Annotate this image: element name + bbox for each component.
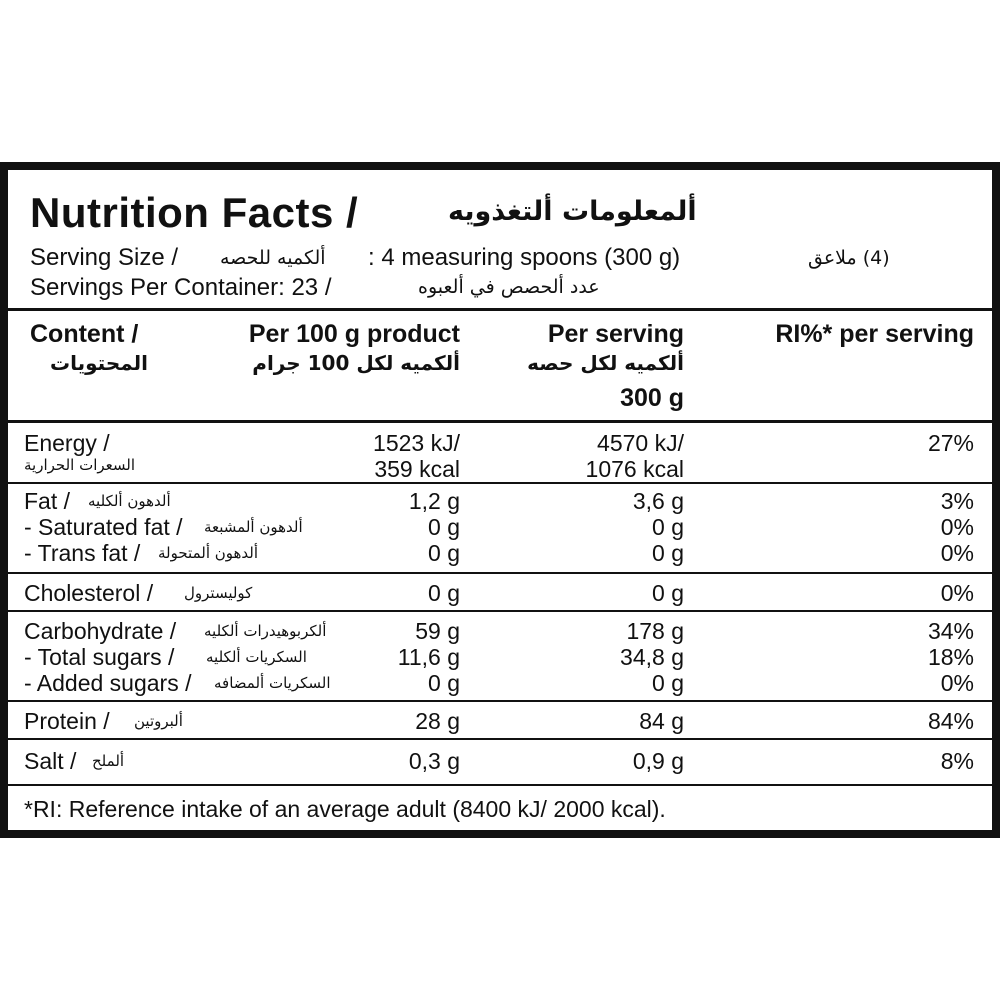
header-rule bbox=[8, 308, 992, 311]
row-energy-serving-kj: 4570 kJ/ bbox=[597, 430, 684, 456]
nutrition-label bbox=[0, 162, 1000, 838]
row-cholesterol-ri: 0% bbox=[940, 580, 974, 606]
footnote-rule bbox=[8, 784, 992, 786]
row-protein-label: Protein / bbox=[24, 708, 110, 734]
row-carbohydrate-per100: 59 g bbox=[415, 618, 460, 644]
row-trans-fat-per100: 0 g bbox=[428, 540, 460, 566]
header-content: Content / bbox=[30, 320, 139, 348]
row-total-sugars-label: - Total sugars / bbox=[24, 644, 175, 670]
serving-size-arabic: ألكميه للحصه bbox=[220, 247, 326, 269]
row-cholesterol-label: Cholesterol / bbox=[24, 580, 154, 606]
row-carbohydrate-ri: 34% bbox=[927, 618, 974, 644]
row-divider bbox=[8, 700, 992, 702]
row-divider bbox=[8, 738, 992, 740]
row-trans-fat-arabic: ألدهون ألمتحولة bbox=[158, 544, 259, 562]
row-energy-arabic: السعرات الحرارية bbox=[24, 456, 136, 474]
row-carbohydrate-arabic: ألكربوهيدرات ألكليه bbox=[204, 622, 327, 640]
header-per-serving: Per serving bbox=[547, 320, 684, 348]
serving-size-value: : 4 measuring spoons (300 g) bbox=[368, 244, 681, 271]
serving-size-arabic-value: (4) ملاعق bbox=[808, 247, 890, 269]
row-added-sugars-serving: 0 g bbox=[652, 670, 684, 696]
row-cholesterol-per100: 0 g bbox=[428, 580, 460, 606]
row-fat-arabic: ألدهون ألكليه bbox=[88, 492, 171, 510]
row-added-sugars-arabic: السكريات ألمضافه bbox=[214, 674, 331, 692]
row-energy-ri: 27% bbox=[927, 430, 974, 456]
row-added-sugars-label: - Added sugars / bbox=[24, 670, 192, 696]
header-per-100g: Per 100 g product bbox=[248, 320, 460, 348]
servings-per-container-label: Servings Per Container: 23 / bbox=[30, 274, 332, 301]
row-divider bbox=[8, 572, 992, 574]
header-per-serving-arabic: ألكميه لكل حصه bbox=[527, 351, 684, 375]
row-energy-label: Energy / bbox=[24, 430, 110, 456]
row-protein-serving: 84 g bbox=[639, 708, 684, 734]
row-salt-label: Salt / bbox=[24, 748, 77, 774]
row-added-sugars-ri: 0% bbox=[940, 670, 974, 696]
row-total-sugars-per100: 11,6 g bbox=[397, 644, 460, 670]
row-salt-serving: 0,9 g bbox=[632, 748, 684, 774]
row-trans-fat-serving: 0 g bbox=[652, 540, 684, 566]
header-per-serving-amount: 300 g bbox=[620, 384, 684, 412]
row-protein-per100: 28 g bbox=[415, 708, 460, 734]
row-carbohydrate-label: Carbohydrate / bbox=[24, 618, 177, 644]
row-energy-serving-kcal: 1076 kcal bbox=[585, 456, 684, 482]
row-fat-label: Fat / bbox=[24, 488, 71, 514]
row-saturated-fat-serving: 0 g bbox=[652, 514, 684, 540]
servings-per-container-arabic: عدد ألحصص في ألعبوه bbox=[418, 276, 600, 298]
row-protein-arabic: ألبروتين bbox=[134, 712, 183, 730]
row-saturated-fat-arabic: ألدهون ألمشبعة bbox=[204, 518, 303, 536]
row-divider bbox=[8, 482, 992, 484]
title-english: Nutrition Facts / bbox=[30, 189, 359, 236]
title-arabic: ألمعلومات ألتغذويه bbox=[448, 196, 697, 227]
row-fat-ri: 3% bbox=[940, 488, 974, 514]
row-total-sugars-ri: 18% bbox=[927, 644, 974, 670]
row-carbohydrate-serving: 178 g bbox=[626, 618, 684, 644]
header-ri: RI%* per serving bbox=[775, 320, 974, 348]
row-cholesterol-arabic: كوليسترول bbox=[184, 584, 253, 602]
row-fat-per100: 1,2 g bbox=[408, 488, 460, 514]
row-salt-ri: 8% bbox=[940, 748, 974, 774]
row-divider bbox=[8, 610, 992, 612]
row-cholesterol-serving: 0 g bbox=[652, 580, 684, 606]
row-saturated-fat-label: - Saturated fat / bbox=[24, 514, 183, 540]
row-salt-arabic: ألملح bbox=[92, 752, 125, 770]
row-salt-per100: 0,3 g bbox=[408, 748, 460, 774]
row-protein-ri: 84% bbox=[927, 708, 974, 734]
footnote: *RI: Reference intake of an average adult (8400 kJ/ 2000 kcal). bbox=[24, 796, 666, 822]
row-energy-per100-kcal: 359 kcal bbox=[374, 456, 460, 482]
serving-size-label: Serving Size / bbox=[30, 244, 179, 271]
header-per-100g-arabic: ألكميه لكل 100 جرام bbox=[252, 351, 460, 375]
row-added-sugars-per100: 0 g bbox=[428, 670, 460, 696]
row-total-sugars-arabic: السكريات ألكليه bbox=[206, 648, 307, 666]
row-fat-serving: 3,6 g bbox=[632, 488, 684, 514]
row-saturated-fat-ri: 0% bbox=[940, 514, 974, 540]
row-energy-per100-kj: 1523 kJ/ bbox=[373, 430, 460, 456]
row-trans-fat-label: - Trans fat / bbox=[24, 540, 141, 566]
table-header-rule bbox=[8, 420, 992, 423]
row-trans-fat-ri: 0% bbox=[940, 540, 974, 566]
row-saturated-fat-per100: 0 g bbox=[428, 514, 460, 540]
row-total-sugars-serving: 34,8 g bbox=[620, 644, 684, 670]
header-content-arabic: المحتويات bbox=[50, 351, 149, 375]
